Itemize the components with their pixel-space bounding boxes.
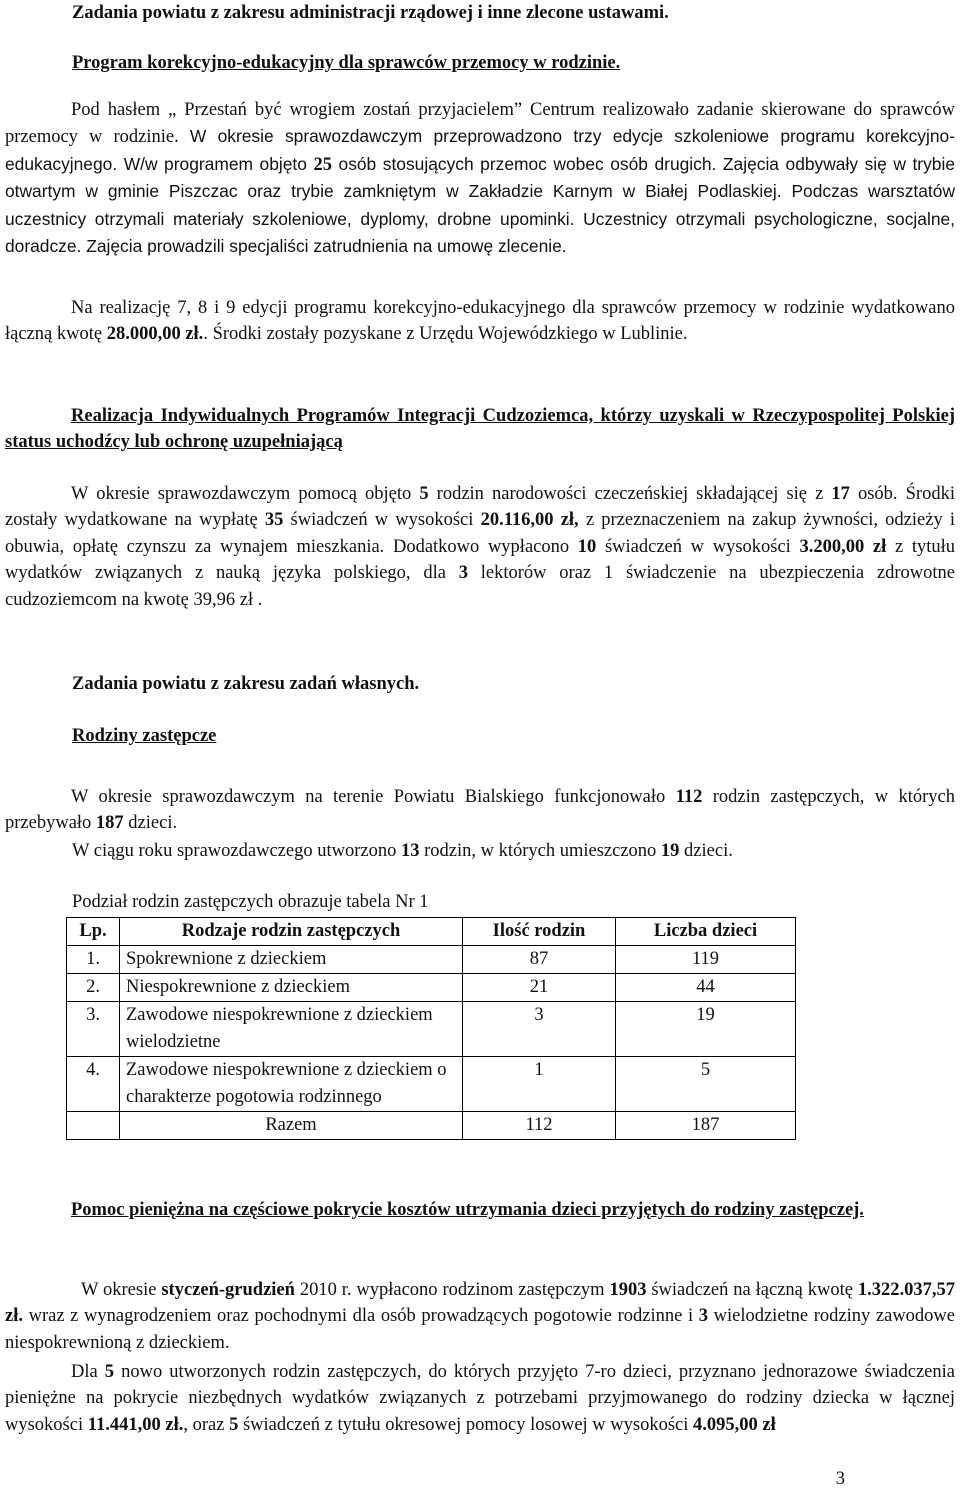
table-caption: Podział rodzin zastępczych obrazuje tabela Nr 1 — [72, 892, 429, 912]
new-foster-families-paragraph — [72, 838, 952, 864]
integration-text-3: osób. Środki zostały wydatkowane na wypłatę — [5, 484, 955, 531]
integration-programs-paragraph — [5, 481, 955, 613]
aid2-amount-2: 4.095,00 zł — [693, 1414, 776, 1435]
integration-text-7: z tytułu wydatków związanych z nauką języka polskiego, dla — [5, 536, 955, 584]
aid2-text-2: nowo utworzonych rodzin zastępczych, do których przyjęto 7-ro dzieci, przyznano jednorazowe świadczenia pieniężne na pokrycie niezbędnych wydatków związanych z potrzebami przyjmowanego do rodziny dziecka w łącznej wysokości — [5, 1362, 955, 1435]
program-intro-text: Pod hasłem „ Przestań być wrogiem zostań przyjacielem” Centrum realizowało zadanie skierowane do sprawców przemocy w rodzinie. — [5, 100, 955, 148]
table-total-row — [67, 1112, 796, 1140]
aid2-amount-1: 11.441,00 zł. — [87, 1414, 184, 1435]
integration-programs-heading: Realizacja Indywidualnych Programów Integracji Cudzoziemca, którzy uzyskali w Rzeczypospolitej Polskiej status uchodźcy lub ochronę uzupełniającą — [5, 406, 955, 453]
participants-count: 25 — [313, 154, 332, 175]
row-children: 119 — [616, 946, 796, 974]
col-header-type: Rodzaje rodzin zastępczych — [120, 918, 463, 946]
new-foster-text-2: rodzin, w których umieszczono — [419, 841, 661, 861]
row-type: Zawodowe niespokrewnione z dzieckiem wielodzietne — [120, 1002, 463, 1057]
foster-families-heading: Rodziny zastępcze — [72, 726, 217, 746]
foster-families-paragraph — [5, 784, 955, 837]
aid2-text-4: świadczeń z tytułu okresowej pomocy losowej w wysokości — [238, 1414, 694, 1435]
aid-period: styczeń-grudzień — [161, 1280, 295, 1300]
funding-source-text: . Środki zostały pozyskane z Urzędu Wojewódzkiego w Lublinie. — [203, 324, 688, 345]
table-row — [67, 946, 796, 974]
lecturers-count: 3 — [458, 563, 468, 584]
aid2-text-3: , oraz — [183, 1414, 230, 1435]
row-number: 1. — [67, 946, 120, 974]
integration-text-2: rodzin narodowości czeczeńskiej składającej się z — [428, 484, 832, 504]
program-funding-paragraph — [5, 295, 955, 348]
financial-aid-paragraph-1 — [5, 1277, 955, 1356]
row-number: 2. — [67, 974, 120, 1002]
aid-text-2: 2010 r. wypłacono rodzinom zastępczym — [294, 1280, 610, 1300]
foster-text-2: rodzin zastępczych, w których przebywało — [5, 787, 955, 834]
row-families: 1 — [463, 1057, 616, 1112]
row-number: 4. — [67, 1057, 120, 1112]
row-families: 87 — [463, 946, 616, 974]
col-header-lp: Lp. — [67, 918, 120, 946]
row-families: 3 — [463, 1002, 616, 1057]
integration-text-6: świadczeń w wysokości — [596, 536, 800, 557]
new-children-count: 19 — [660, 841, 680, 861]
row-children: 19 — [616, 1002, 796, 1057]
integration-text-8: lektorów oraz 1 świadczenie na ubezpieczenia zdrowotne cudzoziemcom na kwotę 39,96 zł . — [5, 563, 955, 610]
table-row — [67, 1057, 796, 1112]
total-children: 187 — [616, 1112, 796, 1140]
aid2-benefits-count: 5 — [229, 1414, 239, 1435]
row-type: Zawodowe niespokrewnione z dzieckiem o charakterze pogotowia rodzinnego — [120, 1057, 463, 1112]
integration-text-5: z przeznaczeniem na zakup żywności, odzieży i obuwia, opłatę czynszu za wynajem mieszkania. Dodatkowo wypłacono — [5, 510, 956, 557]
aid-benefits-count: 1903 — [609, 1280, 647, 1300]
funding-amount: 28.000,00 zł. — [106, 324, 204, 345]
program-details-text: W okresie sprawozdawczym przeprowadzono trzy edycje szkoleniowe programu korekcyjno-edukacyjnego. W/w programem objęto — [5, 126, 955, 174]
new-families-count: 13 — [400, 841, 420, 861]
families-count: 5 — [419, 484, 429, 504]
benefits-count: 35 — [264, 510, 284, 531]
total-row-blank — [67, 1112, 120, 1140]
program-subtitle: Program korekcyjno-edukacyjny dla sprawców przemocy w rodzinie. — [72, 53, 621, 73]
aid2-text-1: Dla — [71, 1362, 105, 1382]
extra-benefits-count: 10 — [577, 536, 597, 557]
integration-text-1: W okresie sprawozdawczym pomocą objęto — [71, 484, 420, 504]
row-type: Spokrewnione z dzieckiem — [120, 946, 463, 974]
total-families: 112 — [463, 1112, 616, 1140]
program-details-text-2: osób stosujących przemoc wobec osób drugich. Zajęcia odbywały się w trybie otwartym w gminie Piszczac oraz trybie zamkniętym w Zakładzie Karnym w Białej Podlaskiej. Podczas warsztatów uczestnicy otrzymali materiały szkoleniowe, dyplomy, drobne upominki. Uczestnicy otrzymali psychologiczne, socjalne, doradcze. Zajęcia prowadzili specjaliści zatrudnienia na umowę zlecenie. — [5, 153, 955, 257]
section-title-government-tasks: Zadania powiatu z zakresu administracji rządowej i inne zlecone ustawami. — [72, 3, 669, 23]
col-header-children: Liczba dzieci — [616, 918, 796, 946]
table-header-row — [67, 918, 796, 946]
page-number: 3 — [835, 1469, 845, 1489]
row-number: 3. — [67, 1002, 120, 1057]
foster-children-count: 187 — [95, 813, 124, 834]
funding-text: Na realizację 7, 8 i 9 edycji programu korekcyjno-edukacyjnego dla sprawców przemocy w rodzinie wydatkowano łączną kwotę — [5, 298, 955, 345]
aid-text-1: W okresie — [81, 1280, 162, 1300]
row-children: 5 — [616, 1057, 796, 1112]
row-type: Niespokrewnione z dzieckiem — [120, 974, 463, 1002]
row-families: 21 — [463, 974, 616, 1002]
integration-text-4: świadczeń w wysokości — [283, 510, 481, 531]
aid-total-amount: 1.322.037,57 zł. — [5, 1280, 955, 1327]
new-foster-text-3: dzieci. — [679, 841, 733, 861]
benefits-amount: 20.116,00 zł, — [480, 510, 579, 531]
new-foster-text-1: W ciągu roku sprawozdawczego utworzono — [72, 841, 401, 861]
aid-families-count: 3 — [698, 1306, 708, 1327]
financial-aid-heading: Pomoc pieniężna na częściowe pokrycie kosztów utrzymania dzieci przyjętych do rodziny zastępczej. — [71, 1200, 864, 1220]
own-tasks-title: Zadania powiatu z zakresu zadań własnych. — [72, 674, 420, 694]
row-children: 44 — [616, 974, 796, 1002]
foster-text-1: W okresie sprawozdawczym na terenie Powiatu Bialskiego funkcjonowało — [71, 787, 676, 807]
program-description-paragraph — [5, 97, 955, 260]
table-row — [67, 974, 796, 1002]
aid-text-3: świadczeń na łączną kwotę — [646, 1280, 858, 1300]
table-row — [67, 1002, 796, 1057]
aid-text-4: wraz z wynagrodzeniem oraz pochodnymi dla osób prowadzących pogotowie rodzinne i — [22, 1306, 699, 1327]
foster-families-count: 112 — [675, 787, 703, 807]
extra-benefits-amount: 3.200,00 zł — [799, 536, 887, 557]
total-label: Razem — [120, 1112, 463, 1140]
aid-text-5: wielodzietne rodziny zawodowe niespokrewnioną z dzieckiem. — [5, 1306, 955, 1353]
foster-families-table — [66, 917, 796, 1140]
col-header-families: Ilość rodzin — [463, 918, 616, 946]
aid2-new-families-count: 5 — [104, 1362, 115, 1382]
persons-count: 17 — [831, 484, 850, 504]
financial-aid-paragraph-2 — [5, 1359, 955, 1438]
foster-text-3: dzieci. — [123, 813, 178, 834]
